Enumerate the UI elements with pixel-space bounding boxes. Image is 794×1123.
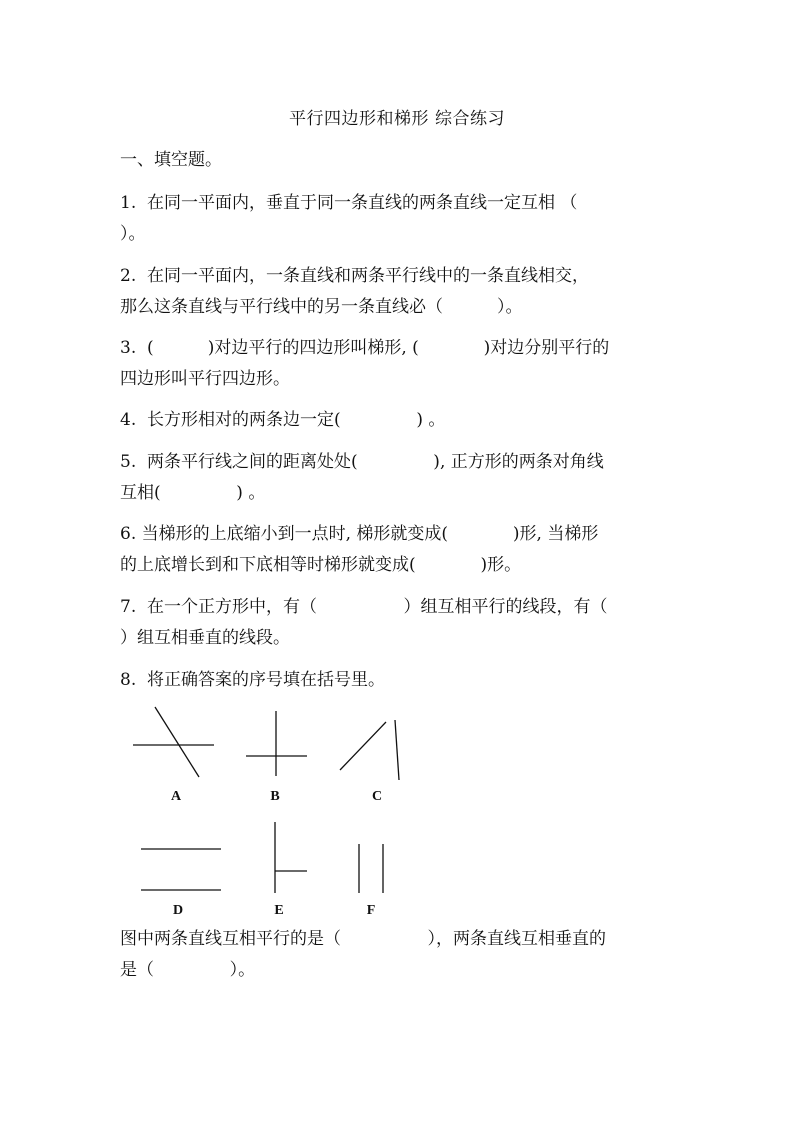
question-7-line-1: 7. 在一个正方形中，有（ ）组互相平行的线段，有（ [120,597,608,617]
figure-label-b: B [270,789,280,804]
question-8-line-1: 8. 将正确答案的序号填在括号里。 [120,670,386,690]
question-8-answer-line-2: 是（ ）。 [120,960,256,980]
question-7-line-2: ）组互相垂直的线段。 [120,628,290,648]
question-1-line-2: ）。 [120,224,146,244]
figure-label-f: F [366,903,376,918]
question-2-line-2: 那么这条直线与平行线中的另一条直线必（ ）。 [120,297,523,317]
figure-label-d: D [172,903,184,918]
question-4-line-1: 4. 长方形相对的两条边一定( ) 。 [120,410,446,430]
question-5-line-1: 5. 两条平行线之间的距离处处( ), 正方形的两条对角线 [120,452,604,472]
question-8-answer-line-1: 图中两条直线互相平行的是（ ），两条直线互相垂直的 [120,929,606,949]
question-1-line-1: 1. 在同一平面内，垂直于同一条直线的两条直线一定互相 （ [120,193,578,213]
figure-label-c: C [371,789,383,804]
question-6-line-1: 6. 当梯形的上底缩小到一点时, 梯形就变成( )形, 当梯形 [120,524,599,544]
page-title: 平行四边形和梯形 综合练习 [289,109,505,129]
question-5-line-2: 互相( ) 。 [120,483,266,503]
question-3-line-1: 3. ( )对边平行的四边形叫梯形, ( )对边分别平行的 [120,338,610,358]
question-2-line-1: 2. 在同一平面内，一条直线和两条平行线中的一条直线相交， [120,266,590,286]
section-heading-fill-blank: 一、填空题。 [120,150,222,170]
figure-c-near-vertical-line [395,720,399,780]
question-3-line-2: 四边形叫平行四边形。 [120,369,290,389]
figure-label-e: E [274,903,284,918]
figure-label-a: A [170,789,182,804]
figure-a-slanted-line [155,707,199,777]
figure-c-slanted-line [340,722,386,770]
question-6-line-2: 的上底增长到和下底相等时梯形就变成( )形。 [120,555,522,575]
